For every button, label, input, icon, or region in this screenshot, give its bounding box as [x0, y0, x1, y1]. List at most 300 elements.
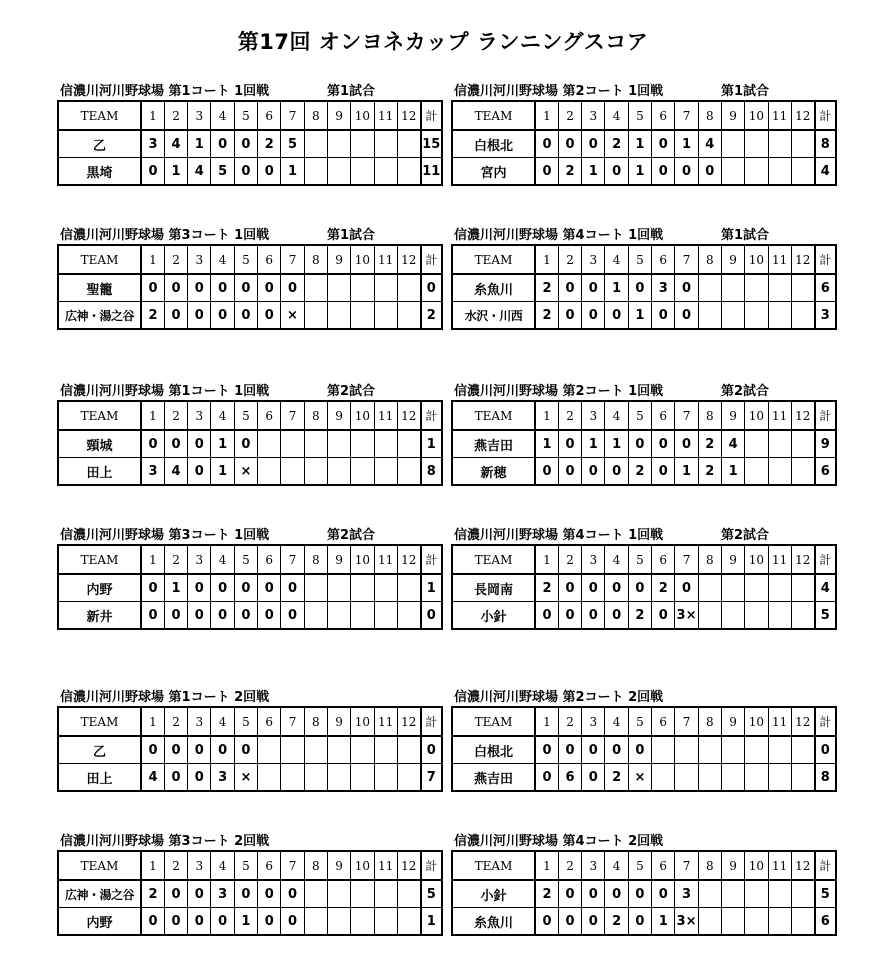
total-score: 6 — [815, 274, 836, 302]
inning-score: 0 — [281, 602, 304, 630]
team-header: TEAM — [58, 401, 141, 430]
team-row — [452, 458, 836, 486]
game-scoreboard — [57, 686, 443, 792]
inning-header: 2 — [558, 245, 581, 274]
inning-header: 5 — [628, 101, 651, 130]
inning-header: 7 — [281, 851, 304, 880]
inning-score: 0 — [234, 130, 257, 158]
inning-header: 10 — [745, 401, 768, 430]
inning-score — [304, 430, 327, 458]
inning-score: 3 — [211, 764, 234, 792]
venue-label: 信濃川河川野球場 第2コート 2回戦 — [454, 690, 664, 705]
inning-score: 0 — [258, 302, 281, 330]
inning-score: 1 — [582, 158, 605, 186]
game-caption — [57, 224, 443, 243]
inning-score — [791, 764, 814, 792]
inning-score: 2 — [558, 158, 581, 186]
inning-score — [374, 158, 397, 186]
inning-score — [745, 908, 768, 936]
game-scoreboard — [57, 524, 443, 630]
inning-header: 8 — [304, 707, 327, 736]
inning-score: 1 — [281, 158, 304, 186]
team-name: 広神・湯之谷 — [58, 880, 141, 908]
inning-score: 0 — [141, 736, 164, 764]
inning-header: 9 — [327, 851, 350, 880]
inning-header: 8 — [698, 851, 721, 880]
inning-header: 4 — [211, 545, 234, 574]
inning-score: 0 — [628, 430, 651, 458]
inning-header: 10 — [745, 101, 768, 130]
inning-score: 0 — [582, 908, 605, 936]
game-caption — [57, 830, 443, 849]
inning-header: 11 — [768, 101, 791, 130]
inning-score — [698, 908, 721, 936]
inning-score — [374, 130, 397, 158]
inning-score: 0 — [234, 430, 257, 458]
inning-header: 7 — [675, 707, 698, 736]
team-row — [58, 302, 442, 330]
inning-header: 4 — [211, 401, 234, 430]
team-name: 聖籠 — [58, 274, 141, 302]
match-label: 第1試合 — [327, 228, 376, 243]
inning-header: 4 — [211, 101, 234, 130]
inning-score: 0 — [281, 908, 304, 936]
inning-score: 0 — [164, 908, 187, 936]
inning-score: 0 — [281, 574, 304, 602]
team-name: 広神・湯之谷 — [58, 302, 141, 330]
inning-score — [768, 158, 791, 186]
inning-score: 0 — [535, 736, 558, 764]
inning-header: 9 — [327, 245, 350, 274]
inning-header: 12 — [791, 245, 814, 274]
inning-score — [768, 736, 791, 764]
team-name: 糸魚川 — [452, 908, 535, 936]
match-label: 第2試合 — [721, 528, 770, 543]
inning-score — [327, 158, 350, 186]
team-row — [58, 158, 442, 186]
inning-score: 0 — [605, 574, 628, 602]
venue-label: 信濃川河川野球場 第4コート 2回戦 — [454, 834, 664, 849]
team-name: 内野 — [58, 574, 141, 602]
inning-score: 0 — [164, 602, 187, 630]
inning-score — [351, 736, 374, 764]
team-name: 小針 — [452, 880, 535, 908]
inning-score: 2 — [698, 458, 721, 486]
inning-header: 11 — [768, 707, 791, 736]
inning-score: 0 — [605, 458, 628, 486]
inning-score: 0 — [628, 908, 651, 936]
inning-score — [351, 430, 374, 458]
inning-header: 3 — [188, 851, 211, 880]
inning-header: 8 — [304, 401, 327, 430]
inning-score — [374, 430, 397, 458]
score-table — [451, 244, 837, 330]
inning-score: 1 — [164, 574, 187, 602]
inning-header: 4 — [605, 401, 628, 430]
inning-header: 5 — [628, 545, 651, 574]
inning-header: 3 — [188, 401, 211, 430]
inning-header: 5 — [234, 101, 257, 130]
inning-score: 0 — [164, 736, 187, 764]
team-row — [452, 274, 836, 302]
inning-header: 2 — [558, 401, 581, 430]
inning-score — [721, 736, 744, 764]
inning-header: 3 — [188, 545, 211, 574]
game-scoreboard — [57, 380, 443, 486]
team-row — [58, 458, 442, 486]
inning-score: 0 — [582, 764, 605, 792]
inning-score: 0 — [211, 908, 234, 936]
inning-header: 9 — [327, 101, 350, 130]
inning-header: 12 — [397, 851, 420, 880]
inning-score: 0 — [211, 274, 234, 302]
inning-score: 0 — [234, 574, 257, 602]
inning-score — [745, 736, 768, 764]
inning-score: 1 — [721, 458, 744, 486]
inning-header: 10 — [745, 245, 768, 274]
inning-score — [374, 880, 397, 908]
inning-header: 4 — [211, 245, 234, 274]
inning-header: 4 — [605, 245, 628, 274]
inning-header: 6 — [652, 545, 675, 574]
total-header: 計 — [815, 545, 836, 574]
inning-header: 3 — [582, 101, 605, 130]
inning-score: 0 — [188, 602, 211, 630]
inning-score — [304, 302, 327, 330]
inning-score: 1 — [628, 302, 651, 330]
inning-header: 2 — [558, 707, 581, 736]
venue-label: 信濃川河川野球場 第3コート 1回戦 — [60, 228, 270, 243]
inning-score: 0 — [582, 602, 605, 630]
inning-score — [351, 574, 374, 602]
inning-score — [721, 302, 744, 330]
team-header: TEAM — [452, 101, 535, 130]
inning-score: 0 — [188, 574, 211, 602]
inning-header: 12 — [397, 245, 420, 274]
inning-score — [351, 908, 374, 936]
inning-score: 1 — [675, 458, 698, 486]
inning-score — [791, 274, 814, 302]
inning-score: 1 — [675, 130, 698, 158]
inning-score — [791, 130, 814, 158]
game-scoreboard — [57, 80, 443, 186]
inning-score: 1 — [535, 430, 558, 458]
inning-score: 0 — [652, 602, 675, 630]
inning-score — [374, 764, 397, 792]
inning-header: 10 — [351, 707, 374, 736]
inning-score: 0 — [652, 130, 675, 158]
inning-score — [304, 130, 327, 158]
inning-score — [304, 880, 327, 908]
inning-score — [304, 736, 327, 764]
inning-header: 7 — [281, 545, 304, 574]
score-table — [57, 706, 443, 792]
inning-header: 12 — [397, 707, 420, 736]
inning-header: 10 — [351, 401, 374, 430]
inning-score: 0 — [258, 274, 281, 302]
inning-score: 0 — [675, 158, 698, 186]
inning-header: 3 — [582, 401, 605, 430]
team-row — [58, 764, 442, 792]
team-header: TEAM — [452, 245, 535, 274]
team-name: 乙 — [58, 736, 141, 764]
inning-score — [791, 574, 814, 602]
inning-header: 8 — [698, 401, 721, 430]
team-header: TEAM — [58, 101, 141, 130]
inning-score — [698, 764, 721, 792]
header-row — [58, 545, 442, 574]
inning-score: × — [234, 764, 257, 792]
venue-label: 信濃川河川野球場 第3コート 1回戦 — [60, 528, 270, 543]
inning-score — [327, 302, 350, 330]
inning-header: 11 — [768, 401, 791, 430]
total-score: 7 — [421, 764, 442, 792]
inning-score — [304, 158, 327, 186]
inning-header: 9 — [721, 851, 744, 880]
header-row — [452, 851, 836, 880]
inning-score: 0 — [141, 602, 164, 630]
inning-header: 3 — [188, 101, 211, 130]
score-table — [451, 850, 837, 936]
inning-header: 6 — [258, 245, 281, 274]
inning-score: 3 — [675, 880, 698, 908]
inning-header: 7 — [281, 245, 304, 274]
inning-header: 4 — [605, 851, 628, 880]
team-name: 白根北 — [452, 736, 535, 764]
match-label: 第1試合 — [327, 84, 376, 99]
inning-header: 3 — [582, 245, 605, 274]
team-header: TEAM — [452, 851, 535, 880]
inning-score: 0 — [258, 602, 281, 630]
inning-header: 3 — [582, 851, 605, 880]
inning-header: 1 — [535, 851, 558, 880]
inning-score: 0 — [628, 574, 651, 602]
inning-header: 5 — [234, 401, 257, 430]
inning-header: 12 — [397, 401, 420, 430]
inning-header: 8 — [304, 851, 327, 880]
page-title: 第17回 オンヨネカップ ランニングスコア — [237, 30, 649, 54]
inning-score: 0 — [535, 130, 558, 158]
inning-score — [327, 574, 350, 602]
inning-header: 8 — [698, 545, 721, 574]
inning-score — [351, 458, 374, 486]
inning-score: 6 — [558, 764, 581, 792]
inning-score: 0 — [558, 302, 581, 330]
header-row — [58, 707, 442, 736]
inning-score: 0 — [535, 458, 558, 486]
match-label: 第2試合 — [721, 384, 770, 399]
inning-score: 0 — [234, 302, 257, 330]
inning-score — [258, 764, 281, 792]
inning-header: 2 — [164, 245, 187, 274]
inning-header: 8 — [304, 245, 327, 274]
inning-header: 10 — [351, 851, 374, 880]
inning-score — [304, 574, 327, 602]
team-row — [58, 602, 442, 630]
inning-score — [304, 274, 327, 302]
total-score: 6 — [815, 458, 836, 486]
inning-score — [351, 158, 374, 186]
header-row — [452, 245, 836, 274]
inning-header: 5 — [628, 245, 651, 274]
inning-score — [258, 458, 281, 486]
game-scoreboard — [451, 380, 837, 486]
inning-score: 0 — [652, 880, 675, 908]
game-caption — [57, 80, 443, 99]
inning-header: 2 — [164, 545, 187, 574]
team-row — [452, 602, 836, 630]
total-score: 8 — [421, 458, 442, 486]
inning-header: 7 — [675, 101, 698, 130]
inning-score: 1 — [164, 158, 187, 186]
inning-score — [397, 458, 420, 486]
inning-header: 2 — [164, 101, 187, 130]
inning-score — [745, 458, 768, 486]
inning-header: 6 — [258, 851, 281, 880]
inning-score: 0 — [258, 880, 281, 908]
team-header: TEAM — [58, 545, 141, 574]
score-table — [451, 706, 837, 792]
inning-score: 1 — [628, 158, 651, 186]
total-score: 3 — [815, 302, 836, 330]
inning-score: 0 — [558, 880, 581, 908]
inning-header: 10 — [351, 545, 374, 574]
inning-header: 6 — [258, 401, 281, 430]
inning-score — [745, 274, 768, 302]
inning-score — [397, 602, 420, 630]
game-scoreboard — [451, 80, 837, 186]
inning-score — [327, 764, 350, 792]
match-label: 第2試合 — [327, 384, 376, 399]
team-row — [452, 430, 836, 458]
inning-header: 6 — [652, 401, 675, 430]
total-score: 1 — [421, 908, 442, 936]
inning-score: 2 — [628, 458, 651, 486]
inning-score: 0 — [582, 274, 605, 302]
inning-header: 6 — [258, 707, 281, 736]
header-row — [452, 101, 836, 130]
inning-score: 4 — [698, 130, 721, 158]
team-header: TEAM — [452, 401, 535, 430]
team-header: TEAM — [58, 851, 141, 880]
inning-header: 11 — [374, 401, 397, 430]
inning-score — [768, 880, 791, 908]
inning-score: 3 — [211, 880, 234, 908]
team-name: 新井 — [58, 602, 141, 630]
inning-score: 0 — [628, 736, 651, 764]
team-name: 田上 — [58, 458, 141, 486]
inning-score: 0 — [234, 602, 257, 630]
inning-header: 11 — [768, 545, 791, 574]
header-row — [452, 707, 836, 736]
inning-score — [791, 602, 814, 630]
inning-score: 0 — [211, 302, 234, 330]
inning-score: 0 — [141, 908, 164, 936]
inning-score: 0 — [234, 158, 257, 186]
inning-header: 7 — [675, 401, 698, 430]
score-table — [57, 544, 443, 630]
inning-score: 0 — [675, 302, 698, 330]
total-header: 計 — [421, 101, 442, 130]
inning-score — [791, 302, 814, 330]
inning-header: 3 — [582, 545, 605, 574]
inning-score — [327, 130, 350, 158]
inning-score: 0 — [605, 158, 628, 186]
inning-header: 9 — [721, 245, 744, 274]
inning-score: 1 — [211, 458, 234, 486]
team-row — [452, 880, 836, 908]
inning-header: 2 — [164, 707, 187, 736]
inning-score: 0 — [675, 430, 698, 458]
inning-score — [304, 458, 327, 486]
game-caption — [57, 380, 443, 399]
team-row — [58, 430, 442, 458]
inning-header: 1 — [141, 707, 164, 736]
team-row — [58, 574, 442, 602]
inning-header: 1 — [535, 707, 558, 736]
inning-score — [745, 574, 768, 602]
inning-score — [768, 458, 791, 486]
team-row — [58, 736, 442, 764]
inning-score — [281, 736, 304, 764]
inning-header: 10 — [351, 101, 374, 130]
inning-header: 5 — [628, 851, 651, 880]
inning-score — [327, 274, 350, 302]
inning-score: 0 — [281, 880, 304, 908]
inning-score — [397, 130, 420, 158]
team-row — [58, 274, 442, 302]
total-score: 8 — [815, 130, 836, 158]
inning-score — [721, 574, 744, 602]
team-row — [452, 736, 836, 764]
inning-score — [652, 736, 675, 764]
inning-header: 10 — [745, 707, 768, 736]
inning-score — [791, 880, 814, 908]
inning-score: 3× — [675, 908, 698, 936]
inning-header: 9 — [327, 707, 350, 736]
inning-score: 1 — [605, 274, 628, 302]
total-score: 0 — [421, 602, 442, 630]
header-row — [452, 545, 836, 574]
inning-header: 2 — [164, 401, 187, 430]
inning-score: 2 — [652, 574, 675, 602]
inning-score: 0 — [628, 274, 651, 302]
venue-label: 信濃川河川野球場 第1コート 1回戦 — [60, 84, 270, 99]
inning-header: 2 — [164, 851, 187, 880]
inning-header: 1 — [535, 401, 558, 430]
total-header: 計 — [421, 545, 442, 574]
team-header: TEAM — [452, 707, 535, 736]
inning-score — [351, 274, 374, 302]
inning-header: 9 — [721, 707, 744, 736]
inning-header: 11 — [768, 245, 791, 274]
total-score: 9 — [815, 430, 836, 458]
inning-header: 6 — [652, 245, 675, 274]
venue-label: 信濃川河川野球場 第4コート 1回戦 — [454, 528, 664, 543]
inning-score: 0 — [535, 764, 558, 792]
inning-score: 0 — [605, 880, 628, 908]
inning-header: 5 — [234, 707, 257, 736]
inning-header: 12 — [791, 101, 814, 130]
inning-score: 0 — [234, 736, 257, 764]
inning-score: 0 — [558, 736, 581, 764]
inning-score — [397, 880, 420, 908]
total-score: 5 — [815, 880, 836, 908]
inning-score: 0 — [211, 602, 234, 630]
inning-score: 0 — [558, 574, 581, 602]
match-label: 第2試合 — [327, 528, 376, 543]
inning-score — [768, 602, 791, 630]
